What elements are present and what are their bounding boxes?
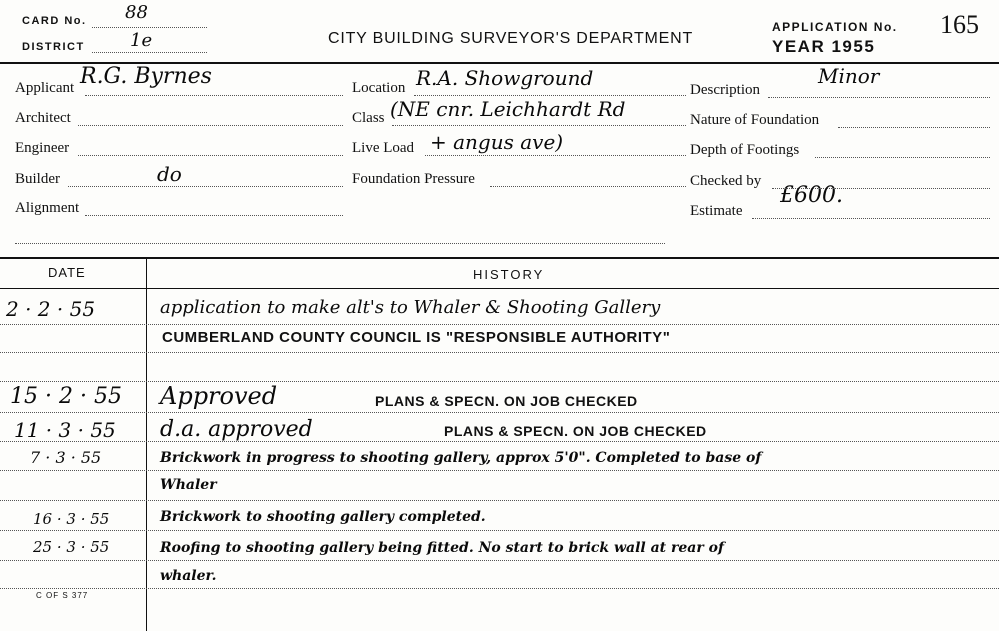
row-date: 7 · 3 · 55 bbox=[30, 448, 102, 467]
card-no-rule bbox=[92, 27, 207, 28]
depth-footings-label: Depth of Footings bbox=[690, 142, 800, 158]
row-date: 11 · 3 · 55 bbox=[14, 418, 116, 442]
alignment-label: Alignment bbox=[15, 200, 80, 216]
builder-value: do bbox=[157, 162, 182, 186]
description-value: Minor bbox=[818, 64, 880, 88]
location-label: Location bbox=[352, 80, 406, 96]
history-header: HISTORY bbox=[473, 267, 545, 282]
location-rule bbox=[414, 95, 686, 96]
live-load-rule bbox=[425, 155, 686, 156]
plans-checked-stamp: PLANS & SPECN. ON JOB CHECKED bbox=[375, 393, 638, 409]
date-column-divider bbox=[146, 259, 147, 631]
card-no-label: CARD No. bbox=[22, 15, 87, 27]
class-value: (NE cnr. Leichhardt Rd bbox=[390, 97, 626, 121]
builder-label: Builder bbox=[15, 171, 60, 187]
description-rule bbox=[768, 97, 990, 98]
table-rule-3 bbox=[0, 381, 999, 382]
row-history-text: d.a. approved bbox=[160, 417, 313, 442]
foundation-pressure-label: Foundation Pressure bbox=[352, 171, 475, 187]
checked-by-rule bbox=[772, 188, 990, 189]
row-history-text: Brickwork to shooting gallery completed. bbox=[160, 509, 486, 525]
live-load-value: + angus ave) bbox=[430, 130, 564, 154]
table-rule-8 bbox=[0, 530, 999, 531]
card-no-value: 88 bbox=[125, 2, 148, 23]
responsible-authority-stamp: CUMBERLAND COUNTY COUNCIL IS "RESPONSIBLE AUTHORITY" bbox=[162, 329, 671, 346]
builder-rule bbox=[68, 186, 343, 187]
estimate-value: £600. bbox=[780, 183, 843, 208]
row-history-text: Whaler bbox=[160, 477, 217, 493]
blank-rule bbox=[15, 243, 665, 244]
plans-checked-stamp: PLANS & SPECN. ON JOB CHECKED bbox=[444, 423, 707, 439]
application-number: 165 bbox=[940, 10, 979, 39]
location-value: R.A. Showground bbox=[416, 66, 594, 90]
department-title: CITY BUILDING SURVEYOR'S DEPARTMENT bbox=[328, 30, 694, 47]
live-load-label: Live Load bbox=[352, 140, 415, 156]
row-history-text: application to make alt's to Whaler & Shooting Gallery bbox=[160, 297, 661, 318]
foundation-pressure-rule bbox=[490, 186, 686, 187]
row-history-text: Roofing to shooting gallery being fitted. No start to brick wall at rear of bbox=[160, 540, 724, 556]
table-rule-9 bbox=[0, 560, 999, 561]
year-label: YEAR 1955 bbox=[772, 37, 876, 56]
form-code: C OF S 377 bbox=[36, 591, 89, 600]
table-top-border bbox=[0, 257, 999, 259]
applicant-value: R.G. Byrnes bbox=[80, 64, 212, 89]
row-history-text: Approved bbox=[160, 382, 278, 410]
alignment-rule bbox=[85, 215, 343, 216]
table-rule-4 bbox=[0, 412, 999, 413]
architect-label: Architect bbox=[15, 110, 71, 126]
depth-footings-rule bbox=[815, 157, 990, 158]
row-date: 15 · 2 · 55 bbox=[10, 384, 122, 409]
row-date: 16 · 3 · 55 bbox=[33, 510, 110, 528]
table-rule-5 bbox=[0, 441, 999, 442]
applicant-rule bbox=[85, 95, 343, 96]
district-value: 1e bbox=[130, 30, 153, 51]
estimate-rule bbox=[752, 218, 990, 219]
district-label: DISTRICT bbox=[22, 41, 85, 53]
engineer-rule bbox=[78, 155, 343, 156]
estimate-label: Estimate bbox=[690, 203, 743, 219]
row-history-text: whaler. bbox=[160, 568, 217, 584]
district-rule bbox=[92, 52, 207, 53]
header-underline bbox=[0, 288, 999, 289]
architect-rule bbox=[78, 125, 343, 126]
table-rule-1 bbox=[0, 324, 999, 325]
nature-foundation-label: Nature of Foundation bbox=[690, 112, 820, 128]
checked-by-label: Checked by bbox=[690, 173, 762, 189]
table-rule-2 bbox=[0, 352, 999, 353]
table-rule-6 bbox=[0, 470, 999, 471]
table-rule-7 bbox=[0, 500, 999, 501]
class-label: Class bbox=[352, 110, 385, 126]
class-rule bbox=[392, 125, 686, 126]
row-date: 25 · 3 · 55 bbox=[33, 538, 110, 556]
engineer-label: Engineer bbox=[15, 140, 70, 156]
row-history-text: Brickwork in progress to shooting gallery, approx 5'0". Completed to base of bbox=[160, 450, 762, 466]
applicant-label: Applicant bbox=[15, 80, 75, 96]
application-label: APPLICATION No. bbox=[772, 20, 898, 34]
description-label: Description bbox=[690, 82, 760, 98]
nature-foundation-rule bbox=[838, 127, 990, 128]
row-date: 2 · 2 · 55 bbox=[6, 297, 96, 321]
table-rule-10 bbox=[0, 588, 999, 589]
date-header: DATE bbox=[48, 265, 86, 280]
